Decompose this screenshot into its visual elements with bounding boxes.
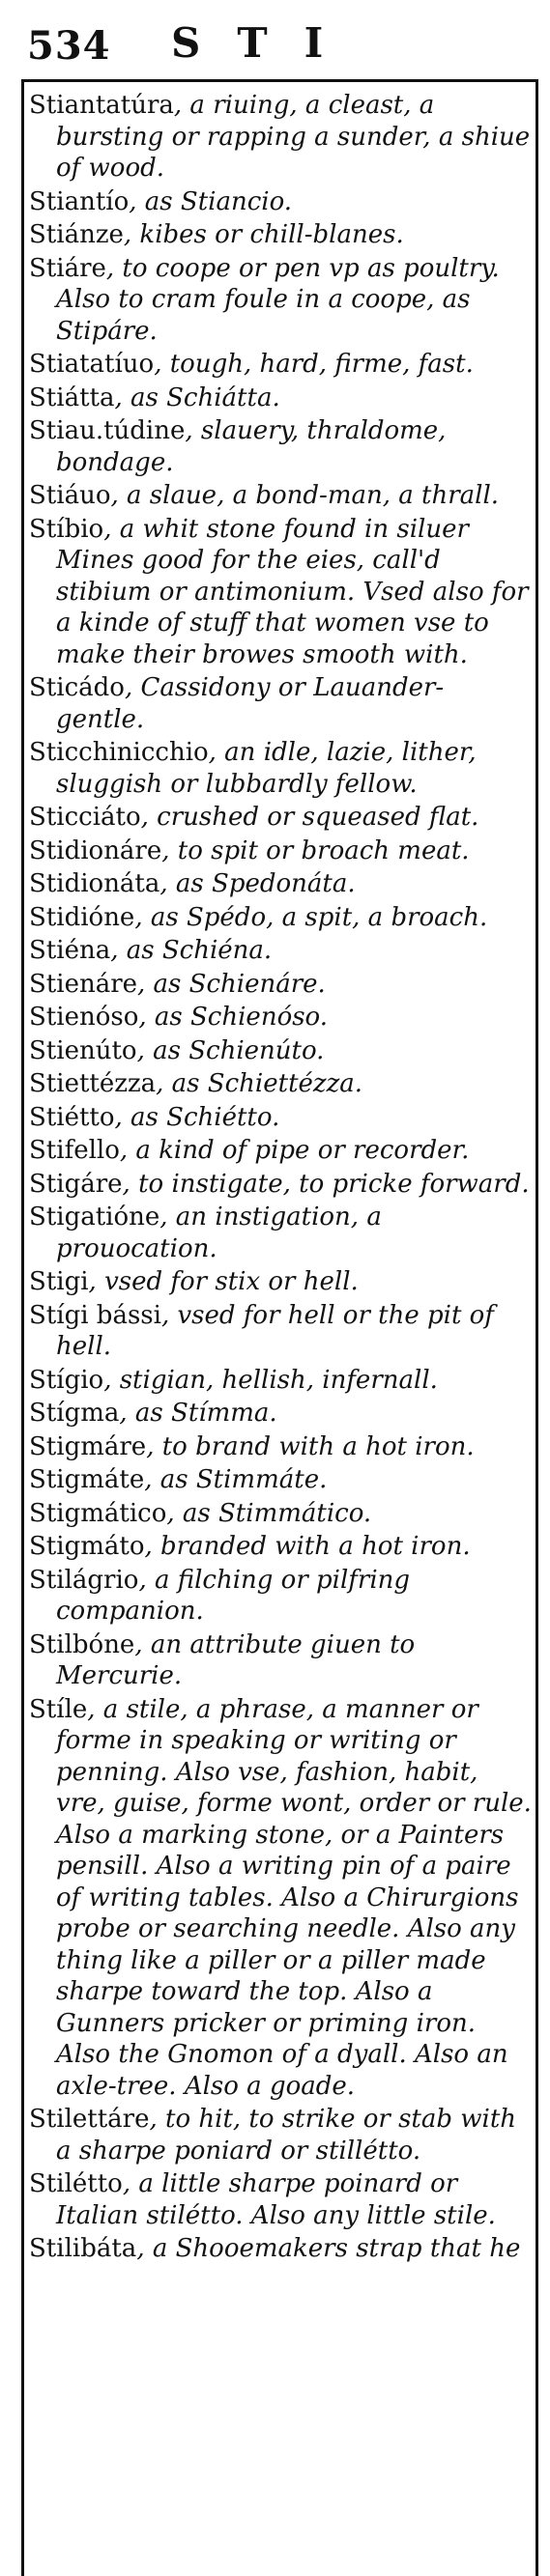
dictionary-entry	[29, 90, 532, 184]
entry-headword: Stilétto	[29, 2169, 123, 2198]
dictionary-entry	[29, 1365, 532, 1397]
entry-headword: Sticádo	[29, 673, 125, 702]
dictionary-entry	[29, 802, 532, 834]
entry-definition: , to hit, to strike or stab with a sharpe poniard or stillétto.	[56, 2105, 517, 2166]
dictionary-entry	[29, 969, 532, 1001]
dictionary-entry	[29, 1629, 532, 1692]
entry-definition: , as Stímma.	[119, 1399, 277, 1428]
entry-definition: , crushed or squeased flat.	[140, 803, 479, 832]
entry-definition: , a riuing, a cleast, a bursting or rapping a sunder, a shiue of wood.	[56, 91, 531, 183]
entry-definition: , a Shooemakers strap that he	[136, 2234, 521, 2263]
entry-headword: Stiétto	[29, 1102, 115, 1132]
entry-definition: , as Schiátta.	[114, 382, 280, 412]
entry-headword: Stígio	[29, 1365, 104, 1395]
dictionary-entry	[29, 1068, 532, 1100]
dictionary-entry	[29, 1431, 532, 1463]
entry-definition: , as Schiétto.	[114, 1102, 280, 1132]
entry-headword: Stíbio	[29, 514, 104, 544]
entry-headword: Stígi bássi	[29, 1300, 161, 1330]
entry-headword: Sticchinicchio	[29, 738, 209, 767]
dictionary-entry	[29, 835, 532, 867]
entry-definition: , kibes or chill-blanes.	[123, 220, 404, 249]
entry-headword: Stigmáre	[29, 1431, 147, 1461]
dictionary-entry	[29, 514, 532, 671]
entry-definition: , vsed for stix or hell.	[88, 1267, 359, 1296]
dictionary-entry	[29, 1464, 532, 1496]
dictionary-entry	[29, 1002, 532, 1033]
entry-headword: Stiáuo	[29, 481, 111, 510]
dictionary-entry	[29, 737, 532, 800]
entry-headword: Stigmáte	[29, 1465, 145, 1494]
entry-definition: , to spit or broach meat.	[161, 835, 470, 865]
entry-headword: Stiatatíuo	[29, 350, 155, 379]
header-rule	[21, 79, 538, 82]
dictionary-entry	[29, 2233, 532, 2265]
entry-definition: , to brand with a hot iron.	[146, 1431, 475, 1461]
dictionary-entry	[29, 1300, 532, 1363]
entry-headword: Stiantío	[29, 186, 130, 216]
entry-headword: Stiánze	[29, 220, 124, 249]
entry-headword: Stidionáre	[29, 835, 162, 865]
entry-headword: Stilettáre	[29, 2105, 150, 2134]
entry-definition: , as Schiettézza.	[156, 1069, 363, 1098]
dictionary-entry	[29, 1102, 532, 1134]
page-number: 534	[27, 23, 111, 69]
entry-definition: , as Schiéna.	[110, 936, 273, 965]
entry-headword: Stigi	[29, 1267, 89, 1296]
dictionary-entry	[29, 1498, 532, 1530]
running-head: STI	[171, 19, 361, 67]
entry-definition: , a kind of pipe or recorder.	[119, 1136, 470, 1165]
dictionary-entry	[29, 1202, 532, 1264]
dictionary-entry	[29, 1531, 532, 1563]
dictionary-entry	[29, 868, 532, 900]
dictionary-entry	[29, 480, 532, 512]
entry-definition: , Cassidony or Lauander-gentle.	[56, 673, 445, 734]
entry-headword: Stienúto	[29, 1035, 137, 1065]
entry-definition: , as Schienáre.	[137, 969, 326, 999]
dictionary-entry	[29, 1135, 532, 1167]
dictionary-entry	[29, 415, 532, 478]
entry-headword: Stidióne	[29, 902, 135, 932]
entry-headword: Stifello	[29, 1136, 120, 1165]
entry-headword: Sticciáto	[29, 803, 141, 832]
entry-headword: Stigmático	[29, 1498, 167, 1528]
entry-list	[29, 90, 532, 2267]
dictionary-entry	[29, 219, 532, 251]
entry-headword: Stienáre	[29, 969, 138, 999]
entry-definition: , as Spedonáta.	[159, 869, 356, 898]
dictionary-entry	[29, 1565, 532, 1628]
entry-definition: , as Stimmáte.	[144, 1465, 328, 1494]
entry-definition: , slauery, thraldome, bondage.	[56, 416, 447, 477]
dictionary-entry	[29, 382, 532, 414]
entry-definition: , as Stimmático.	[166, 1498, 372, 1528]
entry-definition: , branded with a hot iron.	[144, 1532, 471, 1561]
entry-definition: , as Spédo, a spit, a broach.	[134, 902, 488, 932]
entry-definition: , as Stiancio.	[129, 186, 293, 216]
entry-definition: , to instigate, to pricke forward.	[122, 1169, 530, 1199]
entry-definition: , stigian, hellish, infernall.	[103, 1365, 438, 1395]
entry-definition: , an attribute giuen to Mercurie.	[56, 1629, 416, 1690]
entry-definition: , as Schienóso.	[138, 1003, 329, 1032]
entry-definition: , a slaue, a bond-man, a thrall.	[110, 481, 500, 510]
page-header	[21, 14, 538, 71]
entry-definition: , an instigation, a prouocation.	[56, 1203, 382, 1263]
entry-headword: Stiéna	[29, 936, 111, 965]
dictionary-entry	[29, 935, 532, 967]
column-frame-right	[536, 79, 538, 2576]
dictionary-entry	[29, 253, 532, 348]
entry-headword: Stiettézza	[29, 1069, 157, 1098]
dictionary-entry	[29, 1035, 532, 1067]
entry-headword: Stilágrio	[29, 1565, 139, 1595]
dictionary-entry	[29, 902, 532, 934]
dictionary-entry	[29, 2168, 532, 2231]
entry-headword: Stiau.túdine	[29, 416, 186, 445]
entry-definition: , a little sharpe poinard or Italian stilétto. Also any little stile.	[56, 2169, 496, 2230]
entry-definition: , vsed for hell or the pit of hell.	[56, 1300, 494, 1361]
entry-definition: , to coope or pen vp as poultry. Also to cram foule in a coope, as Stipáre.	[56, 253, 500, 346]
entry-definition: , a filching or pilfring companion.	[56, 1565, 411, 1626]
dictionary-entry	[29, 186, 532, 218]
entry-definition: , tough, hard, firme, fast.	[154, 350, 474, 379]
dictionary-entry	[29, 1398, 532, 1430]
entry-headword: Stiáre	[29, 253, 106, 283]
entry-headword: Stiátta	[29, 382, 115, 412]
column-frame-left	[21, 79, 24, 2576]
dictionary-entry	[29, 672, 532, 735]
entry-headword: Stidionáta	[29, 869, 160, 898]
entry-headword: Stígma	[29, 1399, 120, 1428]
entry-headword: Stigáre	[29, 1169, 123, 1199]
entry-headword: Stilbóne	[29, 1629, 135, 1659]
entry-headword: Stiantatúra	[29, 91, 174, 120]
dictionary-entry	[29, 1266, 532, 1298]
entry-headword: Stigatióne	[29, 1203, 160, 1231]
entry-headword: Stíle	[29, 1694, 88, 1724]
entry-definition: , a stile, a phrase, a manner or forme in speaking or writing or penning. Also vse, fashion, habit, vre, guise, forme wont, order or rule. Also a marking stone, or a Painters pensill. Also a writing pin of a paire of writing tables. Also a Chirurgions probe or searching needle. Also any thing like a piller or a piller made sharpe toward the top. Also a Gunners pricker or priming iron. Also the Gnomon of a dyall. Also an axle-tree. Also a goade.	[56, 1694, 532, 2101]
dictionary-entry	[29, 2104, 532, 2166]
entry-headword: Stigmáto	[29, 1532, 145, 1561]
entry-headword: Stilibáta	[29, 2234, 137, 2263]
dictionary-entry	[29, 1694, 532, 2103]
entry-headword: Stienóso	[29, 1003, 139, 1032]
dictionary-entry	[29, 1169, 532, 1201]
dictionary-entry	[29, 349, 532, 381]
entry-definition: , an idle, lazie, lither, sluggish or lubbardly fellow.	[56, 738, 477, 799]
entry-definition: , a whit stone found in siluer Mines good for the eies, call'd stibium or antimonium. Vsed also for a kinde of stuff that women vse to make their browes smooth with.	[56, 514, 529, 669]
entry-definition: , as Schienúto.	[136, 1035, 325, 1065]
